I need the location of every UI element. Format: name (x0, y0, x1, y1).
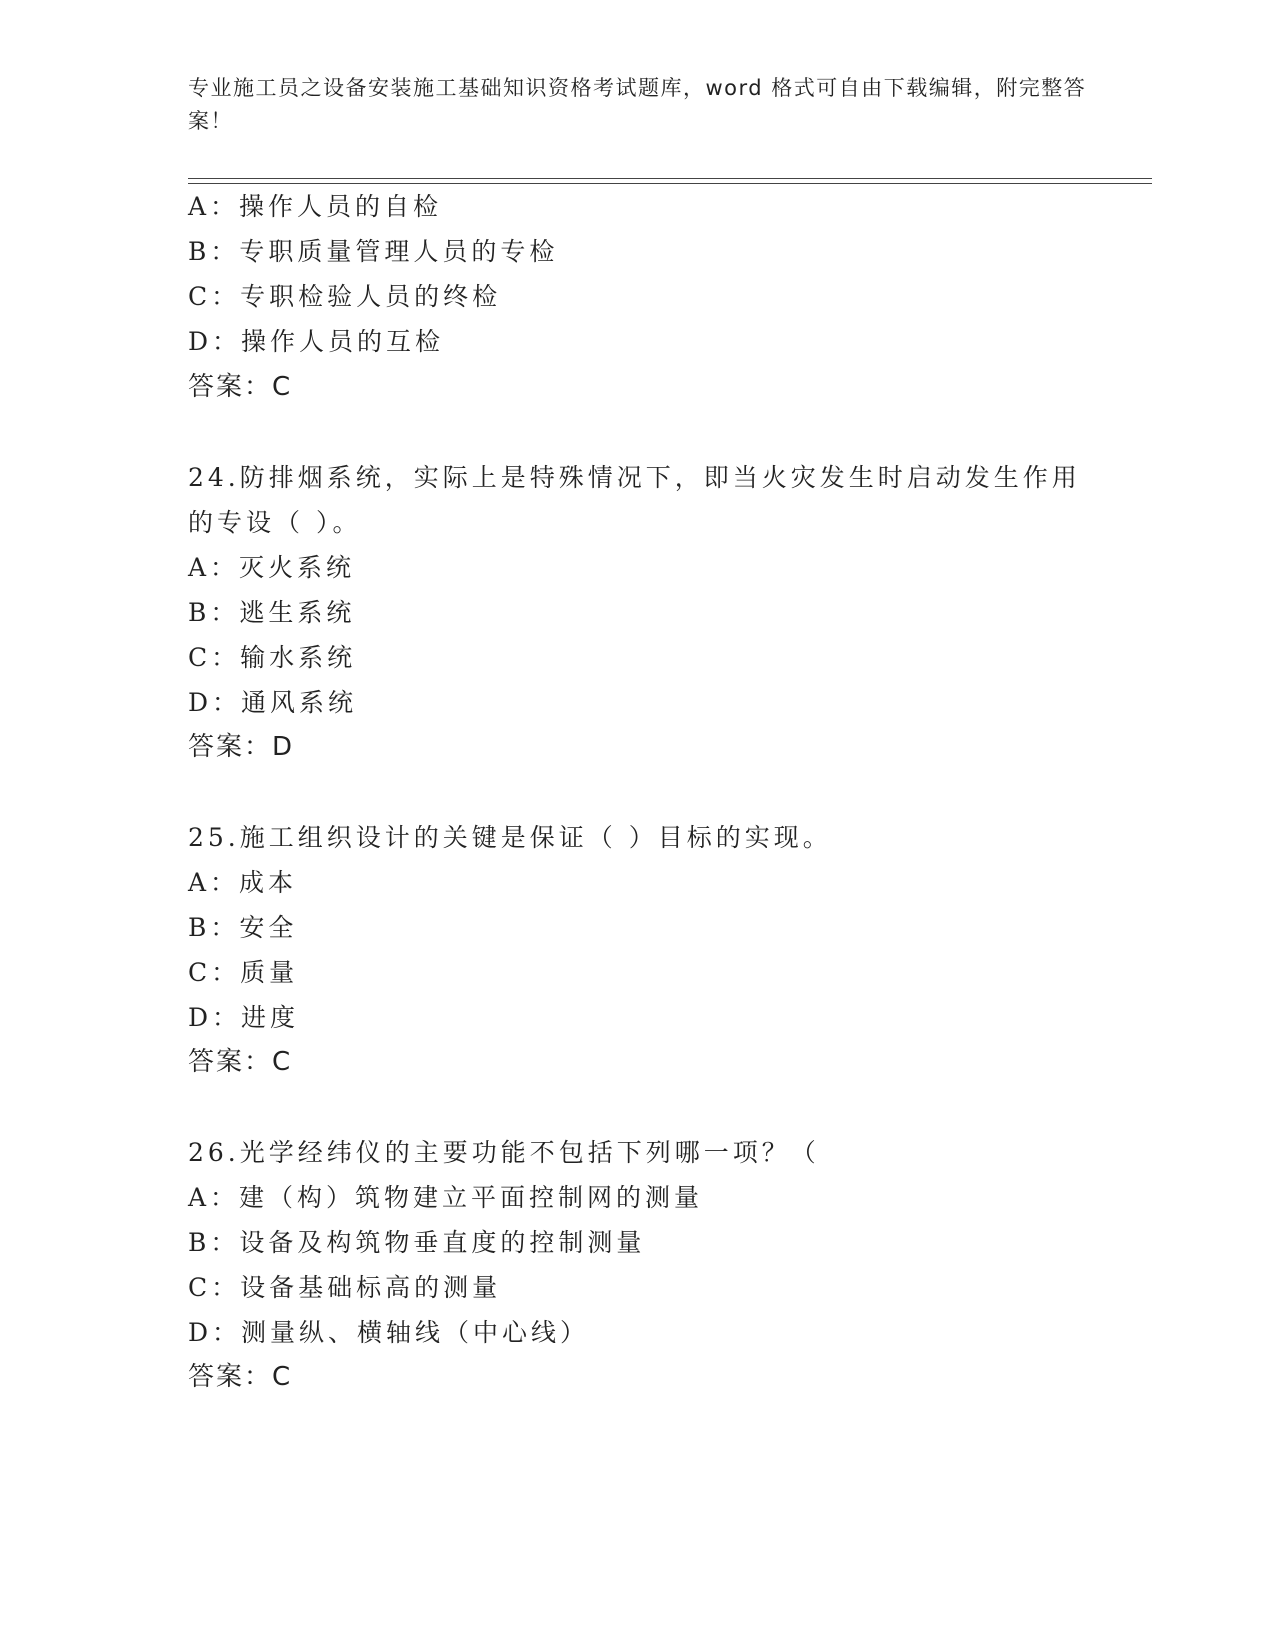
header-divider-top (188, 178, 1152, 179)
q26-option-a: A：建（构）筑物建立平面控制网的测量 (188, 1183, 704, 1212)
q25-option-d: D：进度 (188, 1003, 300, 1032)
q24-option-a: A：灭火系统 (188, 553, 356, 582)
q23-option-b: B：专职质量管理人员的专检 (188, 237, 559, 266)
q25-answer: 答案：C (188, 1047, 293, 1077)
q24-stem-line1: 24.防排烟系统，实际上是特殊情况下，即当火灾发生时启动发生作用 (188, 463, 1081, 492)
q24-answer: 答案：D (188, 732, 295, 762)
q25-option-c: C：质量 (188, 958, 299, 987)
q26-stem-line1: 26.光学经纬仪的主要功能不包括下列哪一项？（ (188, 1138, 820, 1167)
header-divider-bottom (188, 183, 1152, 184)
q24-option-b: B：逃生系统 (188, 598, 356, 627)
q25-option-a: A：成本 (188, 868, 298, 897)
q23-option-c: C：专职检验人员的终检 (188, 282, 502, 311)
document-header: 专业施工员之设备安装施工基础知识资格考试题库，word 格式可自由下载编辑，附完整答案！ (188, 76, 1087, 133)
q26-answer: 答案：C (188, 1362, 293, 1392)
q23-answer: 答案：C (188, 372, 293, 402)
q24-stem-line2: 的专设（ ）。 (188, 508, 362, 537)
q26-option-b: B：设备及构筑物垂直度的控制测量 (188, 1228, 646, 1257)
q26-option-c: C：设备基础标高的测量 (188, 1273, 502, 1302)
q24-option-c: C：输水系统 (188, 643, 357, 672)
q24-option-d: D：通风系统 (188, 688, 358, 717)
q23-option-d: D：操作人员的互检 (188, 327, 445, 356)
q25-stem-line1: 25.施工组织设计的关键是保证（ ）目标的实现。 (188, 823, 832, 852)
q26-option-d: D：测量纵、横轴线（中心线） (188, 1318, 590, 1347)
q23-option-a: A：操作人员的自检 (188, 192, 443, 221)
q25-option-b: B：安全 (188, 913, 298, 942)
